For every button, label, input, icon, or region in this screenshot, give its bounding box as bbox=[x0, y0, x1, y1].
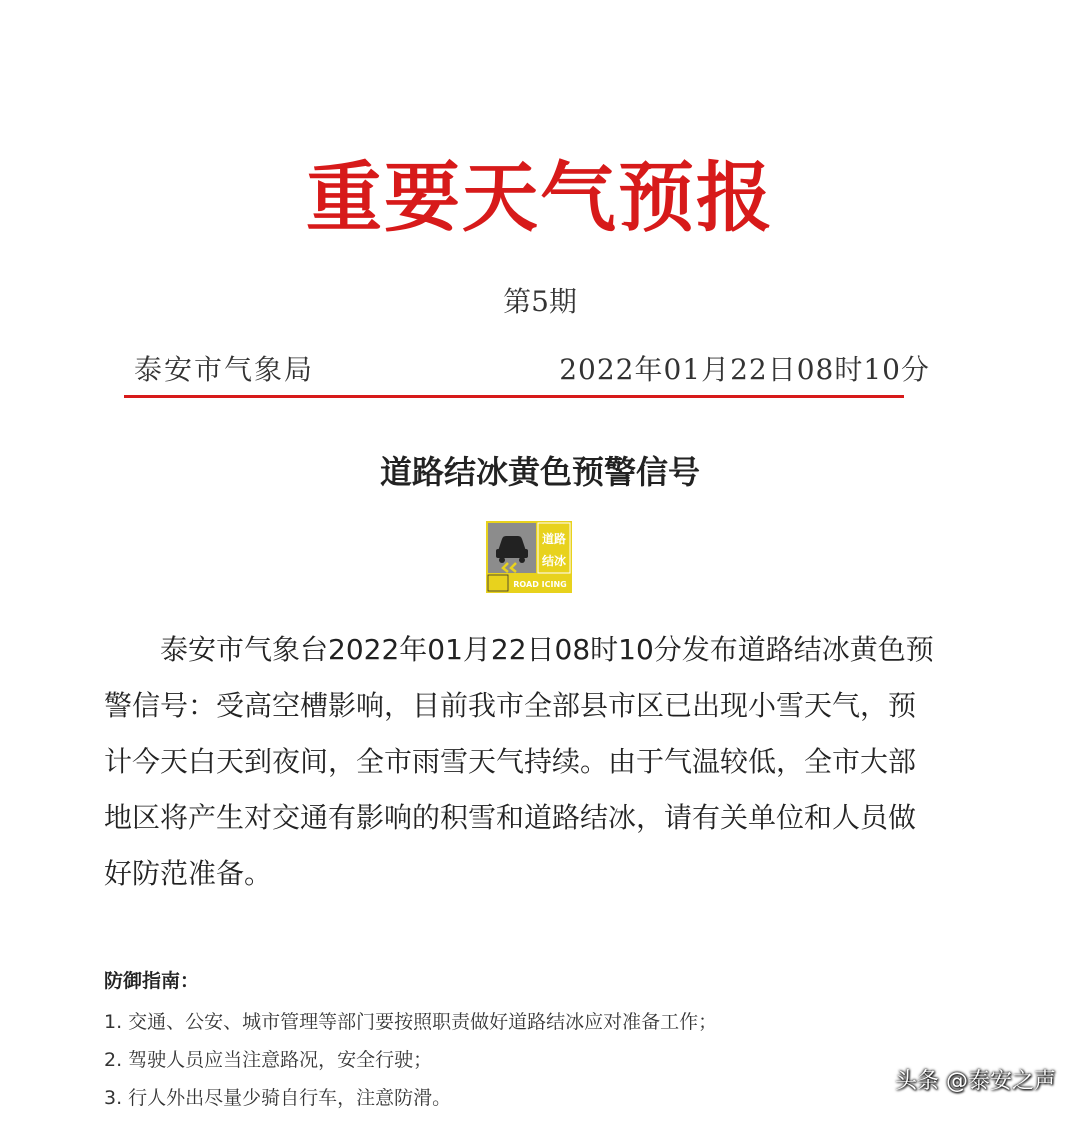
guidance-title: 防御指南： bbox=[104, 970, 200, 992]
icon-badge bbox=[488, 575, 508, 591]
issue-datetime: 2022年01月22日08时10分 bbox=[559, 353, 930, 386]
issuer-name: 泰安市气象局 bbox=[134, 353, 315, 386]
guidance-item: 3. 行人外出尽量少骑自行车，注意防滑。 bbox=[104, 1087, 452, 1109]
icon-text-bottom: 结冰 bbox=[541, 554, 567, 568]
guidance-item: 1. 交通、公安、城市管理等部门要按照职责做好道路结冰应对准备工作； bbox=[104, 1011, 718, 1033]
icon-caption: ROAD ICING bbox=[513, 580, 567, 589]
car-body bbox=[496, 549, 528, 558]
warning-body-paragraph: 泰安市气象台2022年01月22日08时10分发布道路结冰黄色预警信号：受高空槽影响，目前我市全部县市区已出现小雪天气，预计今天白天到夜间，全市雨雪天气持续。由于气温较低，全市大部地区将产生对交通有影响的积雪和道路结冰，请有关单位和人员做好防范准备。 bbox=[104, 633, 934, 890]
source-watermark: 头条 @泰安之声 bbox=[895, 1069, 1056, 1094]
guidance-item: 2. 驾驶人员应当注意路况，安全行驶； bbox=[104, 1049, 433, 1071]
red-divider bbox=[124, 395, 904, 398]
document-title: 重要天气预报 bbox=[306, 153, 774, 242]
warning-signal-title: 道路结冰黄色预警信号 bbox=[379, 453, 700, 491]
car-wheel-left bbox=[499, 557, 505, 563]
road-icing-yellow-warning-icon bbox=[486, 521, 572, 593]
issue-number: 第5期 bbox=[503, 285, 577, 318]
icon-text-top: 道路 bbox=[541, 532, 567, 546]
guidance-list bbox=[104, 1003, 717, 1117]
car-wheel-right bbox=[519, 557, 525, 563]
